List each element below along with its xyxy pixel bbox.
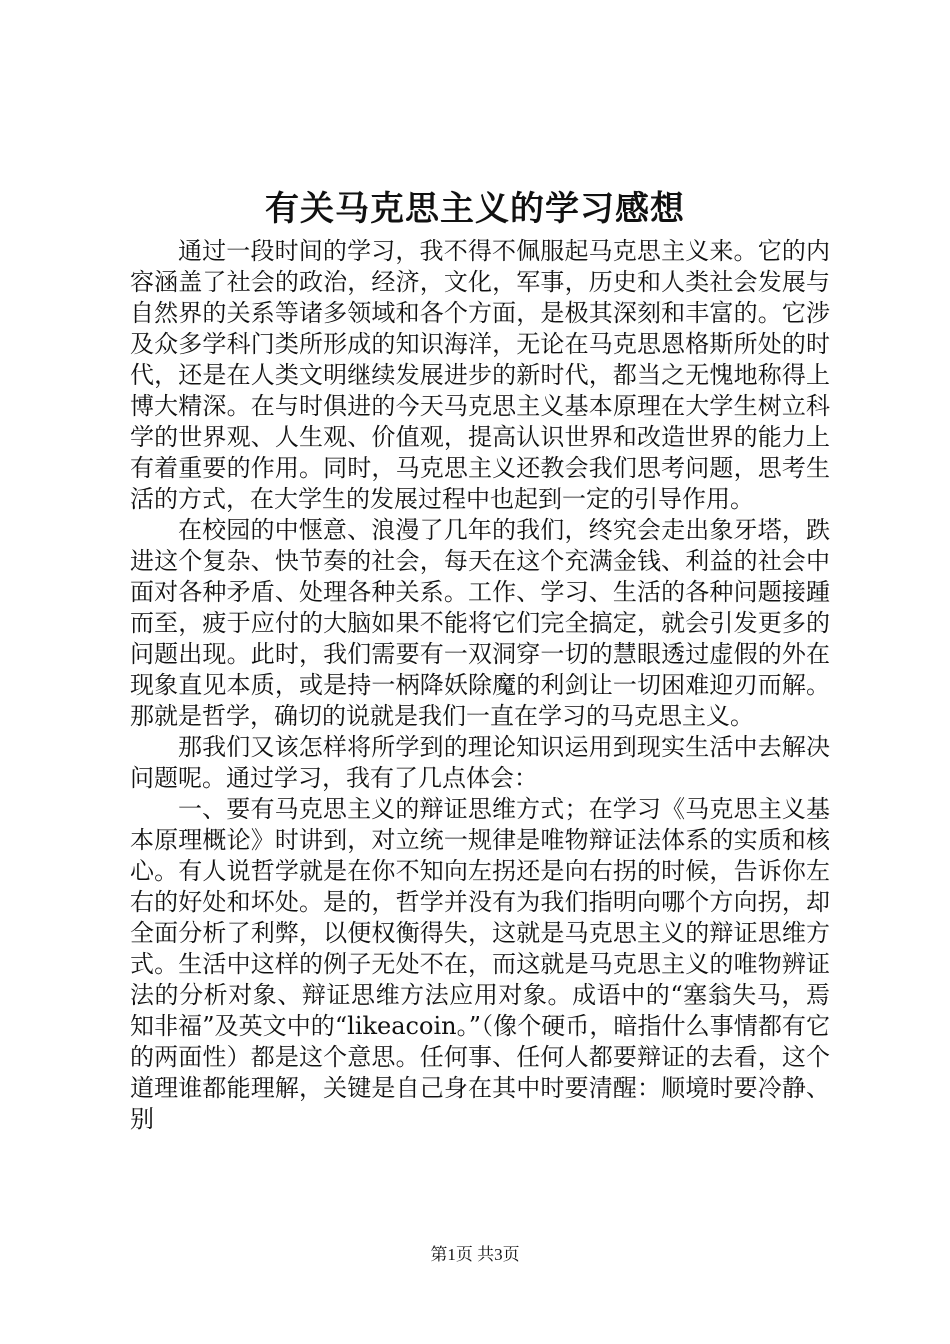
paragraph-intro: 通过一段时间的学习，我不得不佩服起马克思主义来。它的内容涵盖了社会的政治，经济，文化，军事，历史和人类社会发展与自然界的关系等诸多领域和各个方面，是极其深刻和丰富的。它涉及众多学科门类所形成的知识海洋，无论在马克思恩格斯所处的时代，还是在人类文明继续发展进步的新时代，都当之无愧地称得上博大精深。在与时俱进的今天马克思主义基本原理在大学生树立科学的世界观、人生观、价值观，提高认识世界和改造世界的能力上有着重要的作用。同时，马克思主义还教会我们思考问题，思考生活的方式，在大学生的发展过程中也起到一定的引导作用。	[130, 237, 830, 513]
paragraph-point-one: 一、要有马克思主义的辩证思维方式；在学习《马克思主义基本原理概论》时讲到，对立统一规律是唯物辩证法体系的实质和核心。有人说哲学就是在你不知向左拐还是向右拐的时候，告诉你左右的好处和坏处。是的，哲学并没有为我们指明向哪个方向拐，却全面分析了利弊，以便权衡得失，这就是马克思主义的辩证思维方式。生活中这样的例子无处不在，而这就是马克思主义的唯物辨证法的分析对象、辩证思维方法应用对象。成语中的“塞翁失马，焉知非福”及英文中的“likeacoin。”（像个硬币，暗指什么事情都有它的两面性）都是这个意思。任何事、任何人都要辩证的去看，这个道理谁都能理解，关键是自己身在其中时要清醒：顺境时要冷静、别	[130, 795, 830, 1133]
paragraph-question: 那我们又该怎样将所学到的理论知识运用到现实生活中去解决问题呢。通过学习，我有了几点体会：	[130, 733, 830, 792]
document-body	[130, 236, 830, 1135]
document-title: 有关马克思主义的学习感想	[265, 189, 685, 229]
paragraph-campus: 在校园的中惬意、浪漫了几年的我们，终究会走出象牙塔，跌进这个复杂、快节奏的社会，每天在这个充满金钱、利益的社会中面对各种矛盾、处理各种关系。工作、学习、生活的各种问题接踵而至，疲于应付的大脑如果不能将它们完全搞定，就会引发更多的问题出现。此时，我们需要有一双洞穿一切的慧眼透过虚假的外在现象直见本质，或是持一柄降妖除魔的利剑让一切困难迎刃而解。那就是哲学，确切的说就是我们一直在学习的马克思主义。	[130, 516, 830, 730]
page-number-footer: 第1页 共3页	[430, 1245, 520, 1264]
